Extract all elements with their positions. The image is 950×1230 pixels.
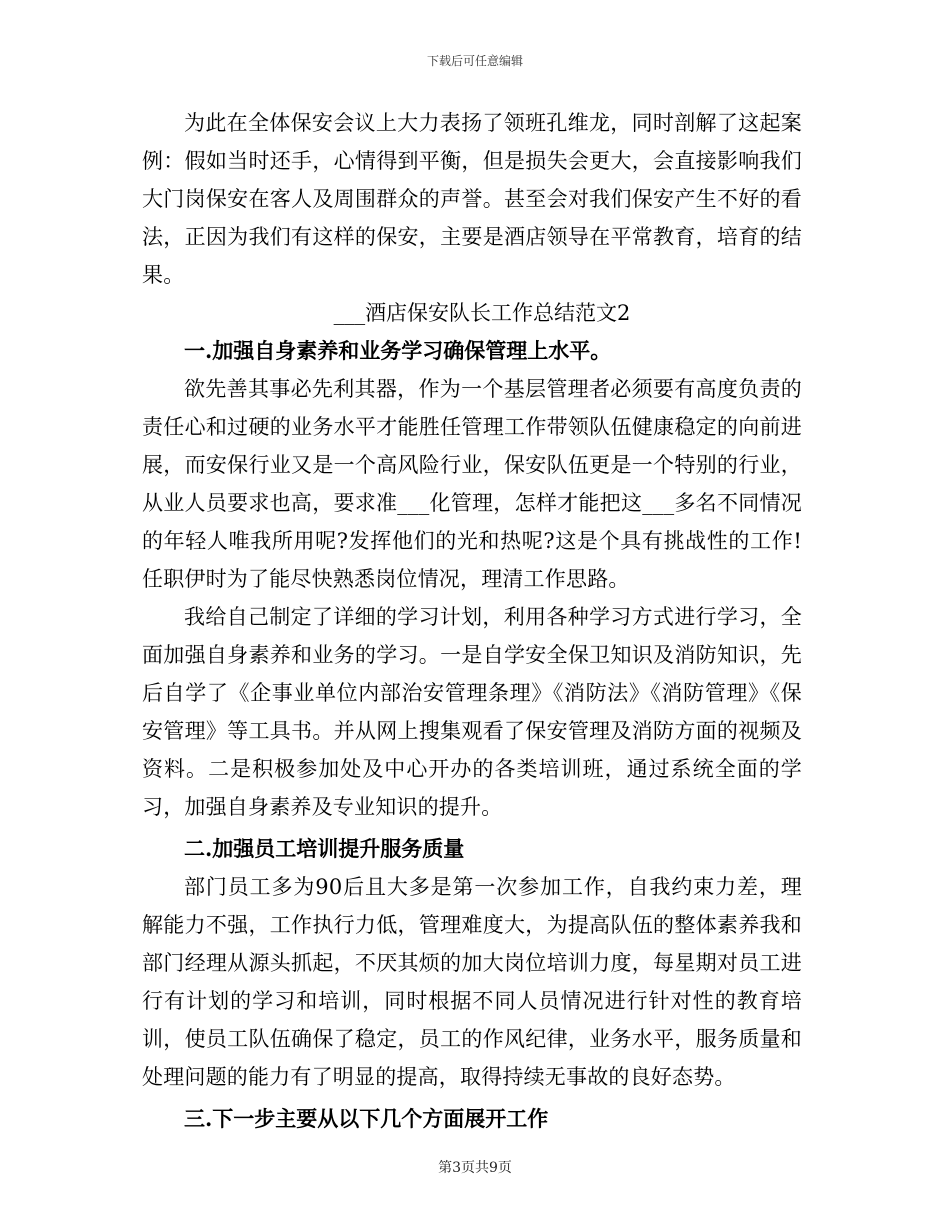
paragraph-praise: 为此在全体保安会议上大力表扬了领班孔维龙，同时剖解了这起案例：假如当时还手，心情得到平衡，但是损失会更大，会直接影响我们大门岗保安在客人及周围群众的声誉。甚至会对我们保安产生不好的看法，正因为我们有这样的保安，主要是酒店领导在平常教育，培育的结果。 <box>142 111 802 287</box>
paragraph-management: 欲先善其事必先利其器，作为一个基层管理者必须要有高度负责的责任心和过硬的业务水平才能胜任管理工作带领队伍健康稳定的向前进展，而安保行业又是一个高风险行业，保安队伍更是一个特别的行业，从业人员要求也高，要求准___化管理，怎样才能把这___多名不同情况的年轻人唯我所用呢?发挥他们的光和热呢?这是个具有挑战性的工作!任职伊时为了能尽快熟悉岗位情况，理清工作思路。 <box>142 377 802 591</box>
paragraph-study-plan: 我给自己制定了详细的学习计划，利用各种学习方式进行学习，全面加强自身素养和业务的学习。一是自学安全保卫知识及消防知识，先后自学了《企事业单位内部治安管理条理》《消防法》《消防管理》《保安管理》等工具书。并从网上搜集观看了保安管理及消防方面的视频及资料。二是积极参加处及中心开办的各类培训班，通过系统全面的学习，加强自身素养及专业知识的提升。 <box>142 605 802 819</box>
heading-next-steps: 三.下一步主要从以下几个方面展开工作 <box>184 1106 549 1131</box>
page-footer: 第3页共9页 <box>438 1160 512 1176</box>
page-header: 下载后可任意编辑 <box>426 54 523 68</box>
heading-staff-training: 二.加强员工培训提升服务质量 <box>184 836 465 861</box>
paragraph-training: 部门员工多为90后且大多是第一次参加工作，自我约束力差，理解能力不强，工作执行力低，管理难度大，为提高队伍的整体素养我和部门经理从源头抓起，不厌其烦的加大岗位培训力度，每星期对员工进行有计划的学习和培训，同时根据不同人员情况进行针对性的教育培训，使员工队伍确保了稳定，员工的作风纪律，业务水平，服务质量和处理问题的能力有了明显的提高，取得持续无事故的良好态势。 <box>142 875 802 1089</box>
document-body <box>142 104 802 1138</box>
section-title: ___酒店保安队长工作总结范文2 <box>333 301 631 325</box>
heading-self-improvement: 一.加强自身素养和业务学习确保管理上水平。 <box>184 338 612 363</box>
